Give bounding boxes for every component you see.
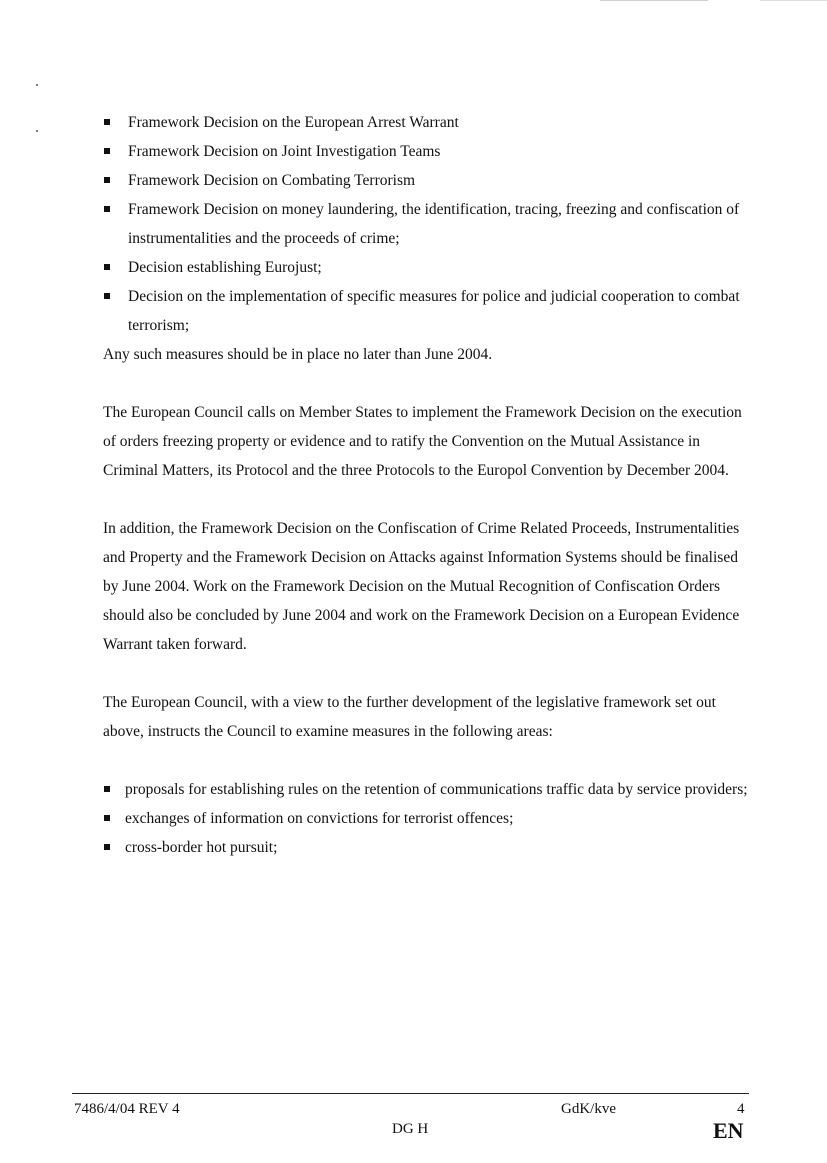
list-item-text: Framework Decision on the European Arrest Warrant xyxy=(128,114,459,131)
list-item-text: Framework Decision on Combating Terrorism xyxy=(128,172,416,189)
addition-paragraph: In addition, the Framework Decision on the Confiscation of Crime Related Proceeds, Instrumentalities and Property and the Framework Decision on Attacks against Information Systems should be finalised by June 2004. Work on the Framework Decision on the Mutual Recognition of Confiscation Orders should also be concluded by June 2004 and work on the Framework Decision on a European Evidence Warrant taken forward. xyxy=(103,520,740,653)
square-bullet-icon xyxy=(104,119,110,125)
square-bullet-icon xyxy=(104,206,110,212)
square-bullet-icon xyxy=(104,177,110,183)
list-item xyxy=(103,253,753,282)
measures-list xyxy=(103,108,753,340)
list-item xyxy=(103,137,753,166)
scan-speck xyxy=(36,84,38,86)
list-item-text: Framework Decision on Joint Investigation Teams xyxy=(128,143,441,160)
scan-speck xyxy=(36,130,38,132)
list-item-text: Decision on the implementation of specific measures for police and judicial cooperation to combat terrorism; xyxy=(128,288,740,334)
list-item xyxy=(103,166,753,195)
department-code: DG H xyxy=(392,1121,429,1137)
list-item xyxy=(103,833,753,862)
list-item-text: exchanges of information on convictions for terrorist offences; xyxy=(125,810,514,827)
instructs-paragraph: The European Council, with a view to the further development of the legislative framework set out above, instructs the Council to examine measures in the following areas: xyxy=(103,694,716,740)
list-item-text: Framework Decision on money laundering, the identification, tracing, freezing and confiscation of instrumentalities and the proceeds of crime; xyxy=(128,201,740,247)
square-bullet-icon xyxy=(104,264,110,270)
square-bullet-icon xyxy=(104,786,110,792)
scan-edge-line xyxy=(760,0,827,1)
list-item xyxy=(103,282,753,340)
deadline-paragraph: Any such measures should be in place no later than June 2004. xyxy=(103,346,493,363)
document-reference: 7486/4/04 REV 4 xyxy=(74,1101,180,1117)
list-item xyxy=(103,195,753,253)
document-body xyxy=(103,108,753,862)
list-item xyxy=(103,775,753,804)
list-item xyxy=(103,804,753,833)
author-initials: GdK/kve xyxy=(561,1101,616,1117)
list-item-text: cross-border hot pursuit; xyxy=(125,839,278,856)
list-item-text: proposals for establishing rules on the retention of communications traffic data by service providers; xyxy=(125,781,748,798)
square-bullet-icon xyxy=(104,293,110,299)
language-code: EN xyxy=(713,1118,744,1143)
scan-edge-line xyxy=(600,0,708,1)
list-item xyxy=(103,108,753,137)
areas-list xyxy=(103,775,753,862)
footer-divider xyxy=(72,1093,749,1094)
square-bullet-icon xyxy=(104,148,110,154)
square-bullet-icon xyxy=(104,815,110,821)
list-item-text: Decision establishing Eurojust; xyxy=(128,259,322,276)
square-bullet-icon xyxy=(104,844,110,850)
implementation-paragraph: The European Council calls on Member States to implement the Framework Decision on the execution of orders freezing property or evidence and to ratify the Convention on the Mutual Assistance in Criminal Matters, its Protocol and the three Protocols to the Europol Convention by December 2004. xyxy=(103,404,742,479)
page-number: 4 xyxy=(737,1101,745,1117)
